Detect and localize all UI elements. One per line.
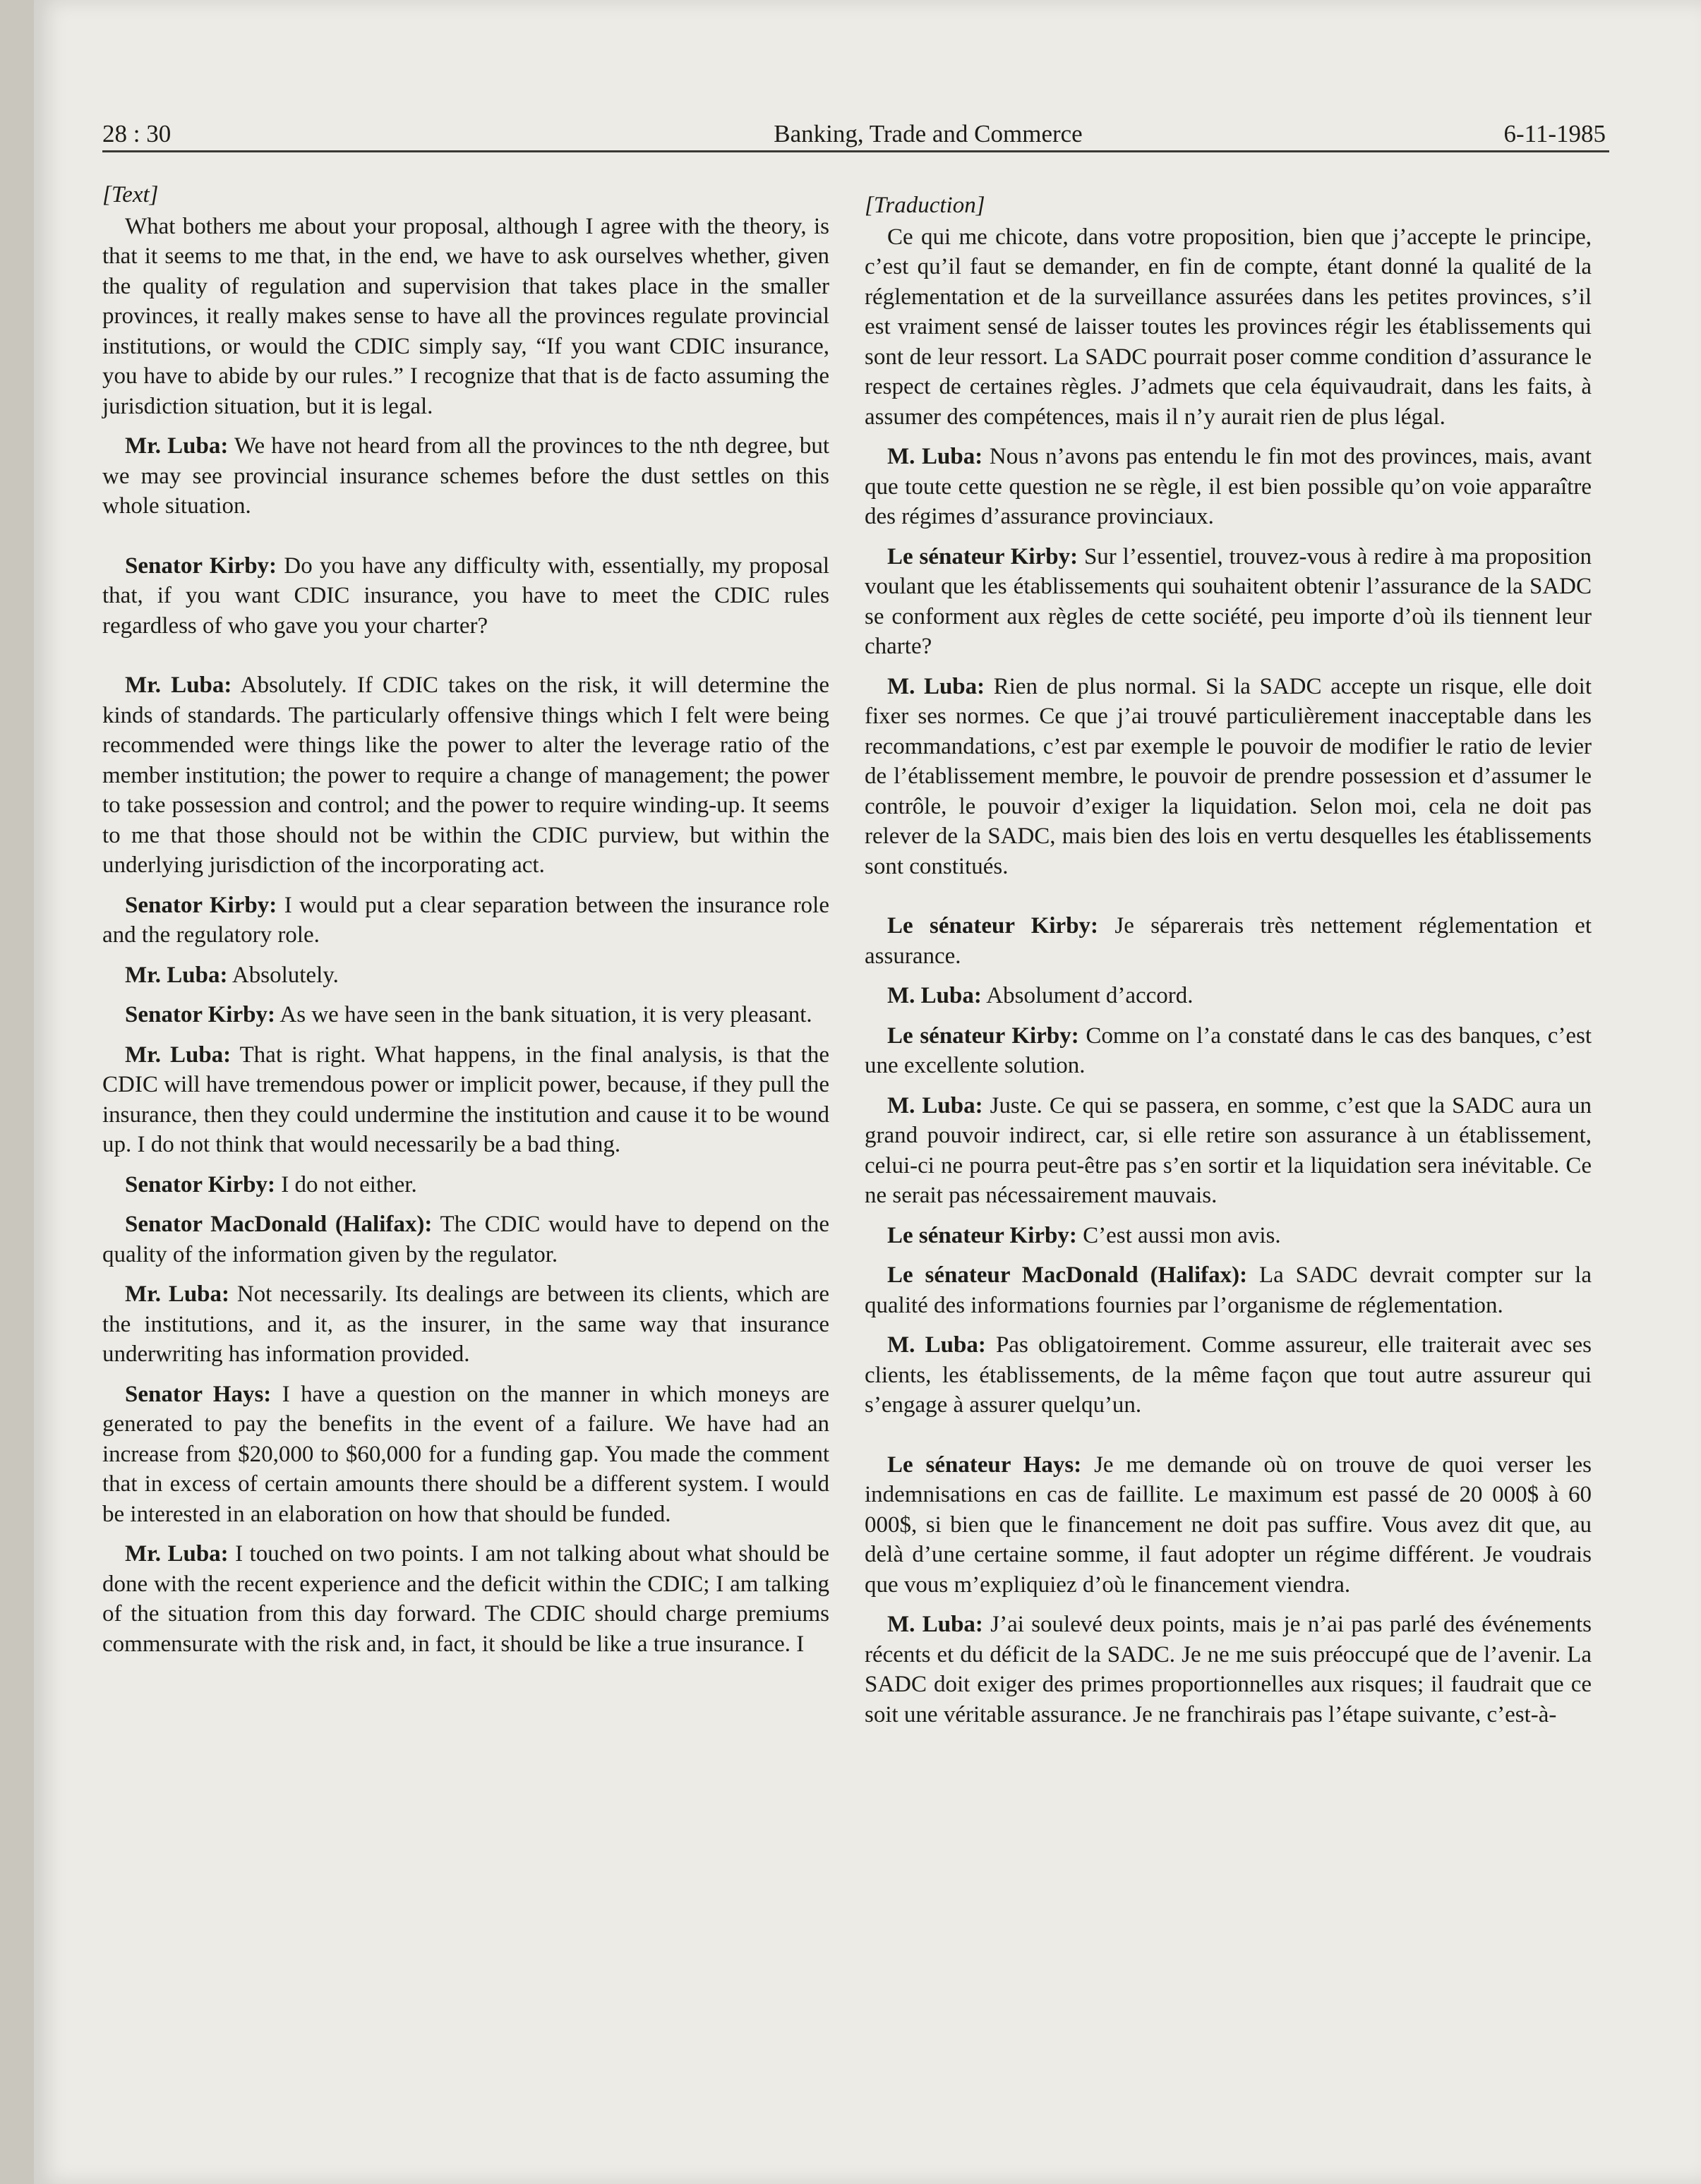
speaker-name: Mr. Luba: (125, 1281, 230, 1307)
paragraph (865, 1330, 1592, 1420)
paragraph (102, 431, 829, 521)
paragraph (865, 981, 1592, 1011)
speaker-name: Mr. Luba: (125, 1541, 229, 1567)
paragraph (865, 222, 1592, 433)
speaker-name: Senator Kirby: (125, 1002, 275, 1027)
paragraph (102, 551, 829, 641)
paragraph-text: I do not either. (281, 1171, 417, 1197)
paragraph-text: La SADC devrait compter sur la qualité des informations fournies par l’organisme de réglementation. (865, 1262, 1592, 1318)
paragraph-text: Pas obligatoirement. Comme assureur, elle traiterait avec ses clients, les établissements, de la même façon que tout autre assureur qui s’engage à assurer quelqu’un. (865, 1332, 1592, 1418)
header-rule (102, 150, 1609, 152)
paragraph (865, 911, 1592, 971)
speaker-name: M. Luba: (887, 444, 983, 469)
paragraph (102, 891, 829, 951)
paragraph-text: Sur l’essentiel, trouvez-vous à redire à ma proposition voulant que les établissements qui souhaitent obtenir l’assurance de la SADC se conforment aux règles de cette société, peu importe d’où ils tiennent leur charte? (865, 543, 1592, 659)
paragraph (865, 1021, 1592, 1081)
speaker-name: Mr. Luba: (125, 1042, 232, 1068)
speaker-name: Senator Kirby: (125, 1171, 275, 1197)
paragraph-text: I have a question on the manner in which moneys are generated to pay the benefits in the event of a failure. We have had an increase from $20,000 to $60,000 for a funding gap. You made the comment that in excess of certain amounts there should be a different system. I would be interested in an elaboration on how that should be funded. (102, 1381, 829, 1527)
paragraph-text: Je séparerais très nettement réglementation et assurance. (865, 913, 1592, 969)
paragraph-text: Do you have any difficulty with, essentially, my proposal that, if you want CDIC insurance, you have to meet the CDIC rules regardless of who gave you your charter? (102, 553, 830, 639)
paragraph-text: Juste. Ce qui se passera, en somme, c’est que la SADC aura un grand pouvoir indirect, car, si elle retire son assurance à un établissement, celui-ci ne pourra peut-être pas s’en sortir et la liquidation sera inévitable. Ce ne serait pas nécessairement mauvais. (865, 1092, 1592, 1208)
paragraph (102, 1380, 829, 1530)
running-header (102, 104, 1606, 154)
french-column (865, 191, 1592, 1739)
speaker-name: M. Luba: (887, 673, 985, 699)
paragraph (865, 542, 1592, 662)
speaker-name: Le sénateur Hays: (887, 1452, 1082, 1478)
paragraph-text: Nous n’avons pas entendu le fin mot des provinces, mais, avant que toute cette question ne se règle, il est bien possible qu’on voie apparaître des régimes d’assurance provinciaux. (865, 444, 1592, 529)
paragraph-text: That is right. What happens, in the final analysis, is that the CDIC will have tremendous power or implicit power, because, if they pull the insurance, then they could undermine the institution and cause it to be wound up. I do not think that would necessarily be a bad thing. (102, 1042, 829, 1157)
paragraph (865, 1610, 1592, 1730)
speaker-name: Senator Kirby: (125, 892, 277, 918)
paragraph-text: What bothers me about your proposal, although I agree with the theory, is that it seems to me that, in the end, we have to ask ourselves whether, given the quality of regulation and supervision that takes place in the smaller provinces, it really makes sense to have all the provinces regulate provincial institutions, or would the CDIC simply say, “If you want CDIC insurance, you have to abide by our rules.” I recognize that that is de facto assuming the jurisdiction situation, but it is legal. (102, 213, 829, 419)
paragraph-text: Rien de plus normal. Si la SADC accepte un risque, elle doit fixer ses normes. Ce que j’ai trouvé particulièrement inacceptable dans les recommandations, c’est par exemple le pouvoir de modifier le ratio de levier de l’établissement membre, le pouvoir de prendre possession et d’assumer le contrôle, le pouvoir d’exiger la liquidation. Selon moi, cela ne doit pas relever de la SADC, mais bien des lois en vertu desquelles les établissements sont constitués. (865, 673, 1592, 879)
speaker-name: Senator Hays: (125, 1381, 272, 1407)
paragraph-text: As we have seen in the bank situation, it is very pleasant. (280, 1002, 812, 1027)
speaker-name: M. Luba: (887, 1092, 983, 1118)
paragraph-text: Comme on l’a constaté dans le cas des banques, c’est une excellente solution. (865, 1022, 1592, 1078)
speaker-name: M. Luba: (887, 1612, 983, 1637)
speaker-name: Mr. Luba: (125, 433, 229, 459)
speaker-name: Senator MacDonald (Halifax): (125, 1212, 433, 1237)
paragraph (102, 1170, 829, 1200)
paragraph (865, 1221, 1592, 1251)
paragraph-text: Absolument d’accord. (986, 983, 1194, 1008)
paragraph (865, 672, 1592, 882)
speaker-name: Le sénateur Kirby: (887, 1022, 1079, 1049)
running-title: Banking, Trade and Commerce (774, 120, 1083, 147)
speaker-name: Senator Kirby: (125, 553, 277, 579)
paragraph (865, 1450, 1592, 1600)
speaker-name: Le sénateur MacDonald (Halifax): (887, 1262, 1248, 1288)
page-number: 28 : 30 (102, 120, 172, 147)
paragraph-text: Ce qui me chicote, dans votre proposition, bien que j’accepte le principe, c’est qu’il faut se demander, en fin de compte, étant donné la qualité de la réglementation et de la surveillance assurées dans les petites provinces, s’il est vraiment sensé de laisser toutes les provinces régir les établissements qui sont de leur ressort. La SADC pourrait poser comme condition d’assurance le respect de certaines règles. J’admets que cela équivaudrait, dans les faits, à assumer des compétences, mais il n’y aurait rien de plus légal. (865, 224, 1592, 430)
paragraph (102, 1279, 829, 1370)
speaker-name: Le sénateur Kirby: (887, 1222, 1077, 1248)
speaker-name: Mr. Luba: (125, 962, 228, 988)
english-column (102, 180, 829, 1669)
paragraph (102, 1539, 829, 1659)
speaker-name: M. Luba: (887, 983, 982, 1008)
speaker-name: Le sénateur Kirby: (887, 543, 1078, 569)
column-label: [Text] (102, 182, 159, 207)
paragraph (102, 1209, 829, 1269)
column-label: [Traduction] (865, 193, 985, 218)
paragraph (102, 1040, 829, 1160)
paragraph-text: Not necessarily. Its dealings are between its clients, which are the institutions, and it, as the insurer, in the same way that insurance underwriting has information provided. (102, 1281, 829, 1367)
paragraph-text: Absolutely. If CDIC takes on the risk, it will determine the kinds of standards. The particularly offensive things which I felt were being recommended were things like the power to alter the leverage ratio of the member institution; the power to require a change of management; the power to take possession and control; and the power to require winding-up. It seems to me that those should not be within the CDIC purview, but within the underlying jurisdiction of the incorporating act. (102, 672, 829, 878)
paragraph (102, 670, 829, 881)
paragraph-text: J’ai soulevé deux points, mais je n’ai pas parlé des événements récents et du déficit de la SADC. Je ne me suis préoccupé que de l’avenir. La SADC doit exiger des primes proportionnelles aux risques; il faudrait que ce soit une véritable assurance. Je ne franchirais pas l’étape suivante, c’est-à- (865, 1612, 1592, 1727)
paragraph-text: We have not heard from all the provinces to the nth degree, but we may see provincial insurance schemes before the dust settles on this whole situation. (102, 433, 829, 519)
paragraph (865, 1260, 1592, 1320)
speaker-name: M. Luba: (887, 1332, 986, 1358)
paragraph-text: I would put a clear separation between the insurance role and the regulatory role. (102, 892, 829, 948)
paragraph-text: C’est aussi mon avis. (1083, 1222, 1281, 1248)
paragraph (102, 1000, 829, 1030)
paragraph (865, 442, 1592, 532)
speaker-name: Mr. Luba: (125, 672, 232, 698)
header-date: 6-11-1985 (1503, 120, 1606, 147)
paragraph (102, 212, 829, 422)
paragraph-text: I touched on two points. I am not talking about what should be done with the recent experience and the deficit within the CDIC; I am talking of the situation from this day forward. The CDIC should charge premiums commensurate with the risk and, in fact, it should be like a true insurance. I (102, 1541, 829, 1657)
paragraph-text: The CDIC would have to depend on the quality of the information given by the regulator. (102, 1212, 829, 1267)
paragraph-text: Je me demande où on trouve de quoi verser les indemnisations en cas de faillite. Le maximum est passé de 20 000$ à 60 000$, si bien que le financement ne doit pas suffire. Vous avez dit que, au delà d’une certaine somme, il faut adopter un régime différent. Je voudrais que vous m’expliquiez d’où le financement viendra. (865, 1452, 1592, 1598)
paragraph (865, 1091, 1592, 1211)
paragraph-text: Absolutely. (232, 962, 339, 988)
paragraph (102, 960, 829, 991)
speaker-name: Le sénateur Kirby: (887, 913, 1099, 939)
